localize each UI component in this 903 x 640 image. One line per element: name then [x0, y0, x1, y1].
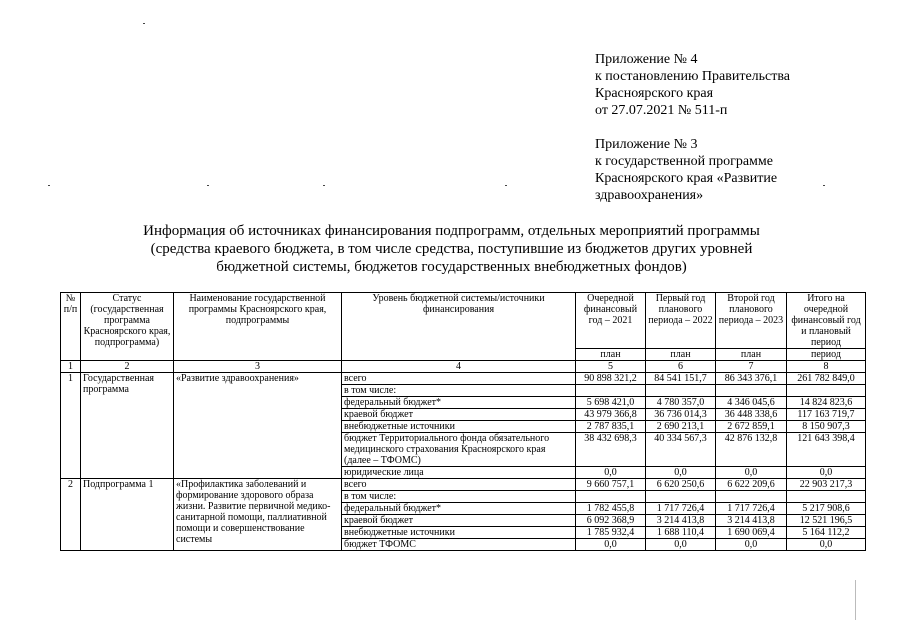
row-program-name: «Развитие здравоохранения»	[174, 373, 342, 479]
title-line: бюджетной системы, бюджетов государственных внебюджетных фондов)	[216, 259, 687, 275]
value-total	[787, 491, 866, 503]
scan-speck	[143, 23, 145, 24]
value-2023: 0,0	[716, 467, 787, 479]
value-2023: 3 214 413,8	[716, 515, 787, 527]
row-level: внебюджетные источники	[342, 421, 576, 433]
row-level: федеральный бюджет*	[342, 503, 576, 515]
value-2022	[646, 385, 716, 397]
row-level: в том числе:	[342, 385, 576, 397]
value-2022: 4 780 357,0	[646, 397, 716, 409]
header-year-2022: Первый год планового периода – 2022	[646, 293, 716, 349]
row-level: внебюджетные источники	[342, 527, 576, 539]
document-title	[100, 222, 803, 276]
row-level: краевой бюджет	[342, 409, 576, 421]
appendix-3-block	[595, 136, 777, 204]
col-number: 2	[81, 361, 174, 373]
header-name: Наименование государственной программы Красноярского края, подпрограммы	[174, 293, 342, 361]
value-2022: 2 690 213,1	[646, 421, 716, 433]
value-total: 5 164 112,2	[787, 527, 866, 539]
value-2022: 1 717 726,4	[646, 503, 716, 515]
value-2022: 6 620 250,6	[646, 479, 716, 491]
header-status: Статус (государственная программа Красноярского края, подпрограмма)	[81, 293, 174, 361]
row-program-name: «Профилактика заболеваний и формирование здорового образа жизни. Развитие первичной медико-санитарной помощи, паллиативной помощи и совершенствование системы	[174, 479, 342, 551]
col-number: 4	[342, 361, 576, 373]
value-total: 14 824 823,6	[787, 397, 866, 409]
col-number: 3	[174, 361, 342, 373]
header-plan: план	[646, 349, 716, 361]
header-plan: план	[576, 349, 646, 361]
title-line: Информация об источниках финансирования подпрограмм, отдельных мероприятий программы	[143, 223, 760, 239]
value-2023: 86 343 376,1	[716, 373, 787, 385]
value-2021: 1 782 455,8	[576, 503, 646, 515]
value-2021: 0,0	[576, 539, 646, 551]
value-2023: 36 448 338,6	[716, 409, 787, 421]
header-total: Итого на очередной финансовый год и плановый период	[787, 293, 866, 349]
table-row	[61, 373, 866, 385]
row-level: всего	[342, 373, 576, 385]
value-2023: 1 717 726,4	[716, 503, 787, 515]
appendix-4-line: Красноярского края	[595, 86, 714, 101]
appendix-3-line: Красноярского края «Развитие	[595, 171, 778, 186]
value-2021: 5 698 421,0	[576, 397, 646, 409]
value-2023: 0,0	[716, 539, 787, 551]
value-2021: 0,0	[576, 467, 646, 479]
row-level: бюджет Территориального фонда обязательного медицинского страхования Красноярского края (далее – ТФОМС)	[342, 433, 576, 467]
value-2021	[576, 491, 646, 503]
scan-speck	[823, 185, 825, 186]
row-number: 2	[61, 479, 81, 551]
col-number: 6	[646, 361, 716, 373]
value-2022: 1 688 110,4	[646, 527, 716, 539]
appendix-4-line: Приложение № 4	[595, 52, 698, 67]
value-total: 0,0	[787, 539, 866, 551]
col-number: 7	[716, 361, 787, 373]
value-2021: 6 092 368,9	[576, 515, 646, 527]
value-2023: 6 622 209,6	[716, 479, 787, 491]
header-level: Уровень бюджетной системы/источники финансирования	[342, 293, 576, 361]
value-2021: 43 979 366,8	[576, 409, 646, 421]
col-number: 1	[61, 361, 81, 373]
value-2022	[646, 491, 716, 503]
value-2021: 1 785 932,4	[576, 527, 646, 539]
value-2023: 4 346 045,6	[716, 397, 787, 409]
title-line: (средства краевого бюджета, в том числе средства, поступившие из бюджетов других уровней	[150, 241, 753, 257]
value-2023: 42 876 132,8	[716, 433, 787, 467]
value-2022: 40 334 567,3	[646, 433, 716, 467]
value-2022: 0,0	[646, 467, 716, 479]
col-number: 8	[787, 361, 866, 373]
appendix-4-block	[595, 51, 790, 119]
value-total: 117 163 719,7	[787, 409, 866, 421]
value-2021: 38 432 698,3	[576, 433, 646, 467]
appendix-3-line: Приложение № 3	[595, 137, 698, 152]
col-number: 5	[576, 361, 646, 373]
value-2023	[716, 491, 787, 503]
header-year-2021: Очередной финансовый год – 2021	[576, 293, 646, 349]
value-2023: 2 672 859,1	[716, 421, 787, 433]
value-2021	[576, 385, 646, 397]
appendix-3-line: здравоохранения»	[595, 188, 704, 203]
value-2022: 3 214 413,8	[646, 515, 716, 527]
header-year-2023: Второй год планового периода – 2023	[716, 293, 787, 349]
value-total: 0,0	[787, 467, 866, 479]
financing-table	[60, 292, 866, 551]
scan-speck	[505, 185, 507, 186]
value-total	[787, 385, 866, 397]
table-row	[61, 479, 866, 491]
scan-speck	[323, 185, 325, 186]
appendix-3-line: к государственной программе	[595, 154, 773, 169]
value-2021: 90 898 321,2	[576, 373, 646, 385]
value-2022: 84 541 151,7	[646, 373, 716, 385]
scan-speck	[48, 185, 50, 186]
row-level: юридические лица	[342, 467, 576, 479]
appendix-4-line: к постановлению Правительства	[595, 69, 791, 84]
value-2021: 2 787 835,1	[576, 421, 646, 433]
row-level: бюджет ТФОМС	[342, 539, 576, 551]
row-status: Государственная программа	[81, 373, 174, 479]
value-total: 5 217 908,6	[787, 503, 866, 515]
value-total: 261 782 849,0	[787, 373, 866, 385]
value-total: 8 150 907,3	[787, 421, 866, 433]
scan-edge-line	[855, 580, 856, 620]
value-total: 22 903 217,3	[787, 479, 866, 491]
value-2022: 36 736 014,3	[646, 409, 716, 421]
scan-speck	[207, 185, 209, 186]
value-2022: 0,0	[646, 539, 716, 551]
row-number: 1	[61, 373, 81, 479]
row-status: Подпрограмма 1	[81, 479, 174, 551]
value-2023: 1 690 069,4	[716, 527, 787, 539]
row-level: в том числе:	[342, 491, 576, 503]
appendix-4-line: от 27.07.2021 № 511-п	[595, 103, 728, 118]
value-2021: 9 660 757,1	[576, 479, 646, 491]
value-total: 12 521 196,5	[787, 515, 866, 527]
row-level: краевой бюджет	[342, 515, 576, 527]
row-level: федеральный бюджет*	[342, 397, 576, 409]
value-total: 121 643 398,4	[787, 433, 866, 467]
header-period: период	[787, 349, 866, 361]
value-2023	[716, 385, 787, 397]
header-plan: план	[716, 349, 787, 361]
row-level: всего	[342, 479, 576, 491]
header-num: № п/п	[61, 293, 81, 361]
